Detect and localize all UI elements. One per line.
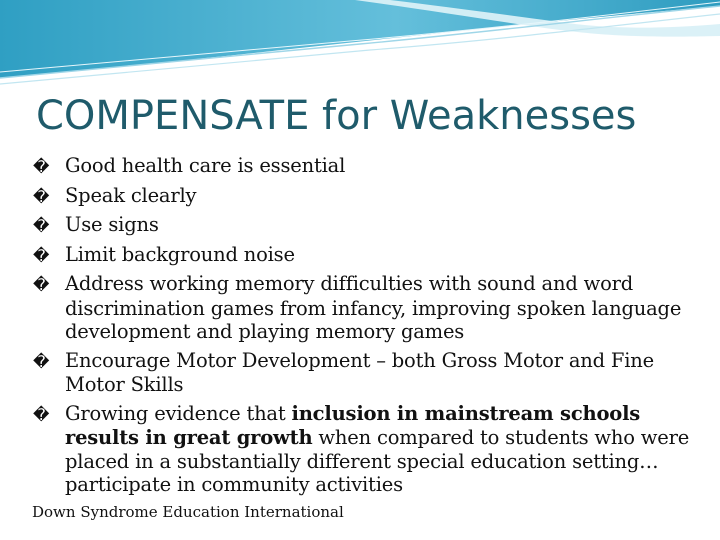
footer-source: Down Syndrome Education International bbox=[32, 503, 344, 521]
bullet-glyph-icon: � bbox=[33, 216, 50, 235]
bullet-item bbox=[33, 184, 693, 209]
decorative-wave-banner bbox=[0, 0, 720, 90]
bullet-item bbox=[33, 213, 693, 238]
wave-fill bbox=[0, 0, 720, 78]
bullet-glyph-icon: � bbox=[33, 275, 50, 294]
bullet-text-suffix: when compared to students who were placed in a substantially different special education setting…participate in community activities bbox=[65, 426, 690, 496]
bullet-text: Limit background noise bbox=[65, 242, 295, 266]
bullet-text: Good health care is essential bbox=[65, 154, 346, 177]
slide-title: COMPENSATE for Weaknesses bbox=[36, 93, 637, 139]
bullet-glyph-icon: � bbox=[33, 157, 50, 176]
bullet-glyph-icon: � bbox=[33, 186, 50, 206]
bullet-text: Address working memory difficulties with sound and word discrimination games from infancy, improving spoken language development and playing memory games bbox=[65, 272, 682, 343]
bullet-item bbox=[33, 272, 693, 344]
bullet-glyph-icon: � bbox=[33, 245, 50, 265]
bullet-text: Use signs bbox=[65, 213, 159, 236]
bullet-item bbox=[33, 154, 693, 179]
bullet-text: Speak clearly bbox=[65, 183, 197, 207]
bullet-item bbox=[33, 349, 693, 397]
bullet-item bbox=[33, 402, 693, 497]
bullet-text-prefix: Growing evidence that bbox=[65, 401, 292, 425]
bullet-item bbox=[33, 243, 693, 268]
bullet-glyph-icon: � bbox=[33, 351, 50, 371]
bullet-glyph-icon: � bbox=[33, 404, 50, 424]
bullet-text: Encourage Motor Development – both Gross Motor and Fine Motor Skills bbox=[65, 348, 654, 396]
bullet-text-emphasis: inclusion in mainstream schools results in great growth bbox=[65, 401, 641, 449]
bullet-list bbox=[33, 154, 693, 502]
